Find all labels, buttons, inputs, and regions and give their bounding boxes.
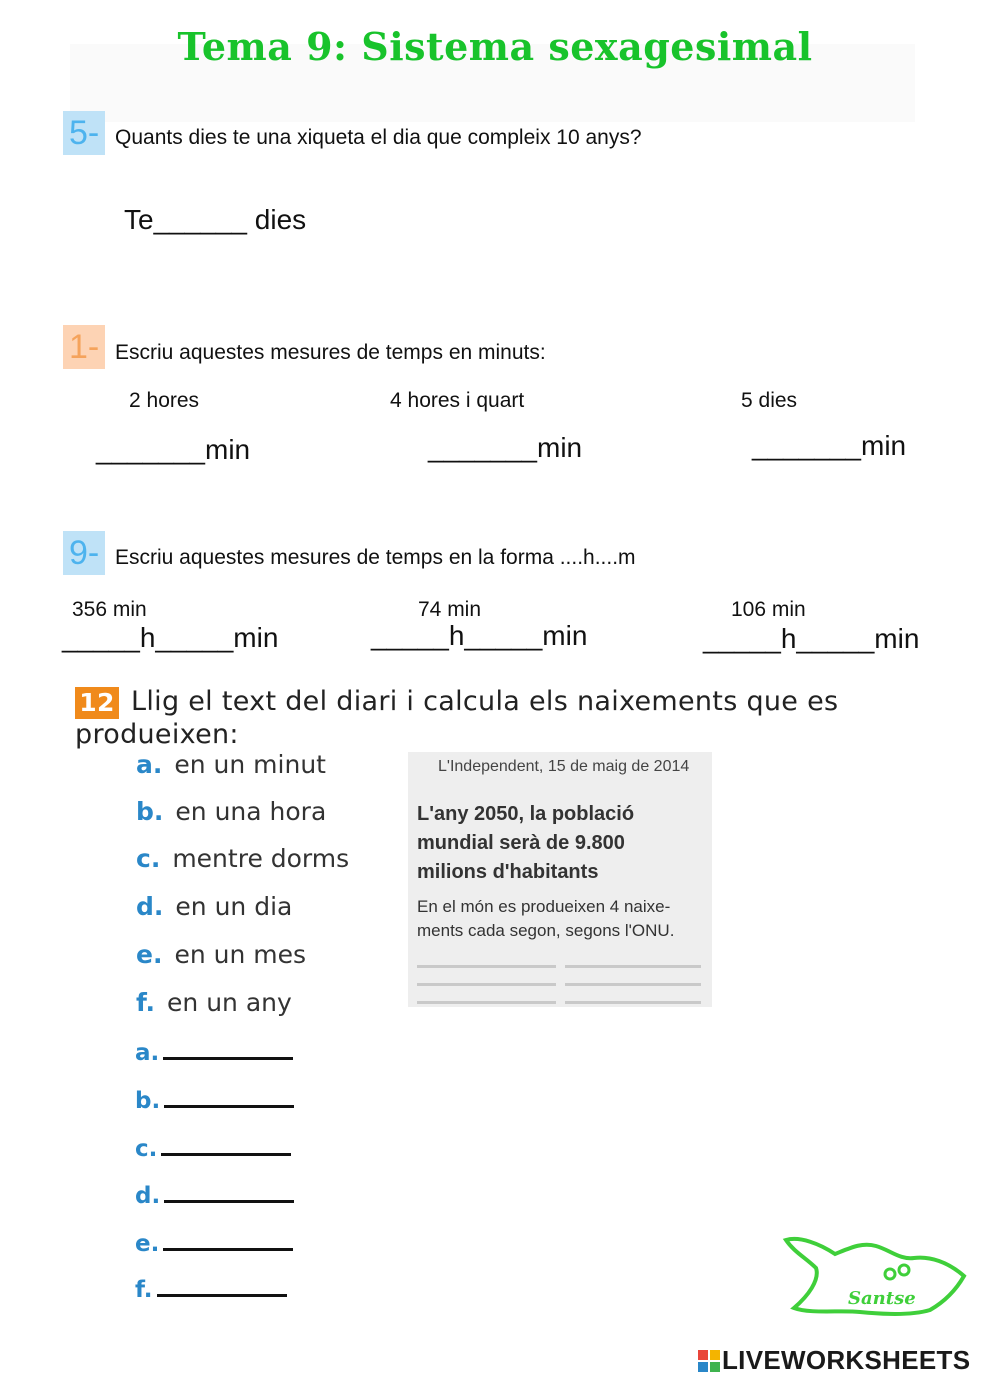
question-12-text: Llig el text del diari i calcula els naixements que es produeixen: (75, 686, 839, 750)
question-5-text: Quants dies te una xiqueta el dia que compleix 10 anys? (115, 126, 642, 149)
item-letter: c. (136, 844, 161, 873)
question-9-answer-3: _____h_____min (703, 623, 920, 654)
question-1-text: Escriu aquestes mesures de temps en minuts: (115, 341, 546, 364)
question-9-item-2: 74 min (418, 598, 482, 621)
clipping-fine-print (417, 961, 707, 1003)
liveworksheets-brand: LIVEWORKSHEETS (698, 1345, 970, 1376)
liveworksheets-icon (698, 1350, 720, 1372)
page-title: Tema 9: Sistema sexagesimal (177, 24, 813, 69)
list-item (136, 940, 306, 969)
question-9-answer-1: _____h_____min (62, 622, 279, 653)
answer-line-d[interactable]: d. (135, 1183, 294, 1209)
clipping-source: L'Independent, 15 de maig de 2014 (438, 758, 690, 775)
clipping-headline: L'any 2050, la població mundial serà de 9.800 milions d'habitants (417, 803, 635, 883)
question-1-number: 1- (63, 325, 105, 369)
list-item (136, 797, 326, 826)
question-12-number: 12 (75, 687, 119, 719)
answer-line-c[interactable]: c. (135, 1136, 291, 1162)
question-1-answer-2: _______min (428, 432, 583, 463)
item-text: en un dia (175, 892, 293, 921)
question-9-answer-2: _____h_____min (371, 620, 588, 651)
question-12-heading (75, 686, 1000, 750)
item-text: en una hora (175, 797, 327, 826)
question-9-item-1: 356 min (72, 598, 147, 621)
question-9-item-3: 106 min (731, 598, 806, 621)
question-5-answer: Te______ dies (124, 204, 307, 235)
list-item (136, 844, 349, 873)
question-9-number: 9- (63, 531, 105, 575)
item-letter: b. (136, 797, 164, 826)
clipping-subtitle: En el món es produeixen 4 naixe- ments cada segon, segons l'ONU. (417, 897, 675, 940)
question-1-answer-3: _______min (752, 430, 907, 461)
answer-line-e[interactable]: e. (135, 1231, 293, 1257)
list-item (136, 750, 326, 779)
item-text: en un mes (174, 940, 307, 969)
item-letter: a. (136, 750, 163, 779)
santse-logo (780, 1230, 970, 1320)
list-item (136, 892, 292, 921)
list-item (136, 988, 292, 1017)
item-text: en un any (167, 988, 292, 1017)
answer-line-a[interactable]: a. (135, 1040, 293, 1066)
question-1-answer-1: _______min (96, 434, 251, 465)
item-letter: e. (136, 940, 163, 969)
item-letter: f. (136, 988, 156, 1017)
question-1-item-1: 2 hores (129, 389, 200, 412)
newspaper-clipping (408, 752, 712, 1007)
svg-text:Santse: Santse (848, 1288, 916, 1309)
item-letter: d. (136, 892, 164, 921)
question-1-item-3: 5 dies (741, 389, 798, 412)
item-text: mentre dorms (172, 844, 350, 873)
question-9-text: Escriu aquestes mesures de temps en la forma ....h....m (115, 546, 636, 569)
question-5-number: 5- (63, 111, 105, 155)
item-text: en un minut (174, 750, 326, 779)
question-1-item-2: 4 hores i quart (390, 389, 525, 412)
answer-line-b[interactable]: b. (135, 1088, 294, 1114)
answer-line-f[interactable]: f. (135, 1277, 287, 1303)
